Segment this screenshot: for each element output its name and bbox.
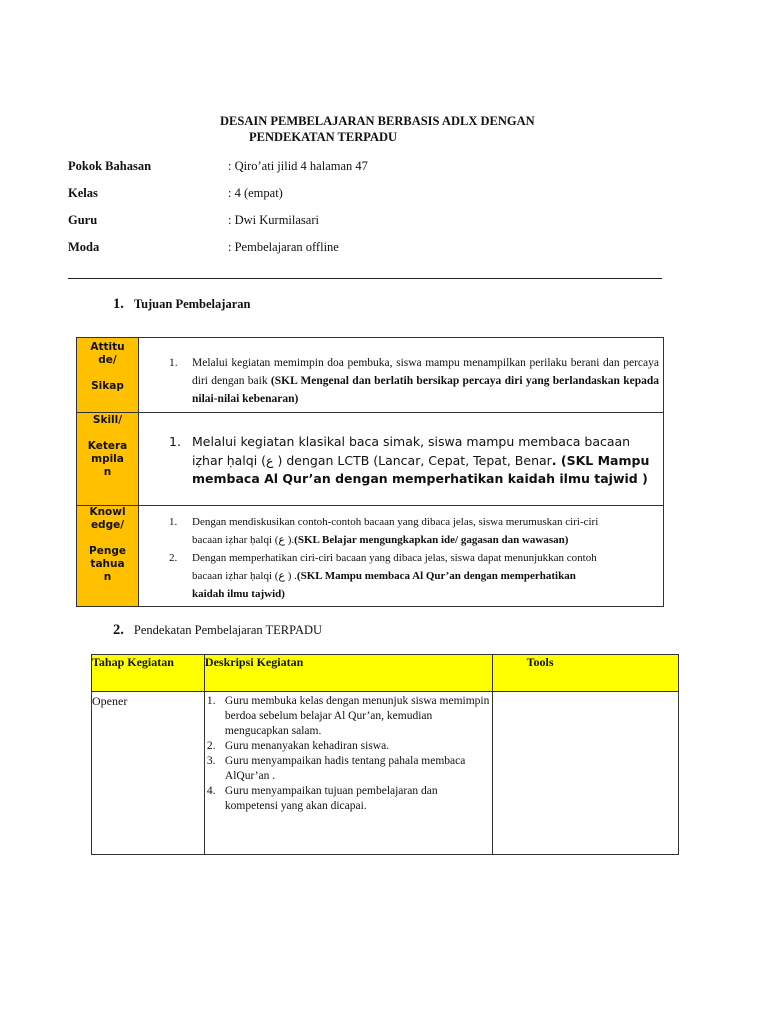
cell-tahap: Opener <box>92 692 205 855</box>
item-number: 1. <box>206 695 216 707</box>
item-number: 1. <box>169 516 178 528</box>
item-text-line-1: Dengan mendiskusikan contoh-contoh bacaan yang dibaca jelas, siswa merumuskan ciri-ciri <box>192 516 599 528</box>
item-skl-text: (SKL Belajar mengungkapkan ide/ gagasan dan wawasan) <box>294 534 569 546</box>
cell-deskripsi <box>204 692 492 855</box>
tujuan-row-skill <box>77 413 663 505</box>
section-title: Tujuan Pembelajaran <box>133 297 251 311</box>
item-skl-text: . (SKL Mampu <box>551 452 650 468</box>
item-text: Melalui kegiatan memimpin doa pembuka, siswa mampu menampilkan perilaku berani dan percaya diri dengan baik <box>192 357 659 387</box>
section-title: Pendekatan Pembelajaran TERPADU <box>133 623 323 637</box>
row-content-skill <box>139 413 663 505</box>
label-line: tahua <box>90 558 125 570</box>
tujuan-table <box>76 337 664 607</box>
label-line: Ketera <box>87 440 128 452</box>
label-line: mpila <box>91 453 124 465</box>
item-number: 2. <box>169 552 178 564</box>
label-line: Attitu <box>90 341 125 353</box>
item-skl-text-cont: membaca Al Qur’an dengan memperhatikan kaidah ilmu tajwid ) <box>192 471 648 486</box>
section-heading-tujuan <box>113 296 250 313</box>
item-text-line-1: Dengan memperhatikan ciri-ciri bacaan yang dibaca jelas, siswa dapat menunjukkan contoh <box>192 552 597 564</box>
title-line-2: PENDEKATAN TERPADU <box>249 130 398 144</box>
item-number: 4. <box>206 785 216 797</box>
meta-label: Moda <box>68 240 100 254</box>
item-text-line-2: bacaan iẓhar ḥalqi (ع ) . <box>192 570 297 582</box>
label-line: Knowl <box>89 506 126 518</box>
title-line-1: DESAIN PEMBELAJARAN BERBASIS ADLX DENGAN <box>220 114 535 128</box>
meta-label: Kelas <box>68 186 98 200</box>
column-header-tools: Tools <box>492 655 678 692</box>
table-header-row <box>92 655 679 692</box>
list-item <box>205 784 492 814</box>
item-text: Guru menyampaikan hadis tentang pahala membaca AlQur’an . <box>224 755 466 782</box>
meta-value: : 4 (empat) <box>228 186 283 200</box>
tujuan-row-sikap <box>77 338 663 412</box>
meta-value: : Qiro’ati jilid 4 halaman 47 <box>228 159 368 173</box>
cell-tools <box>492 692 678 855</box>
activity-list <box>205 694 492 814</box>
meta-row-moda <box>68 240 339 255</box>
item-text-line-1: Melalui kegiatan klasikal baca simak, siswa mampu membaca bacaan <box>192 434 631 449</box>
document-title <box>220 113 535 145</box>
label-line: n <box>103 571 112 583</box>
meta-label: Guru <box>68 213 98 227</box>
item-text: Guru menanyakan kehadiran siswa. <box>224 740 390 752</box>
meta-row-pokok-bahasan <box>68 159 368 174</box>
row-label-knowledge <box>77 506 139 606</box>
list-item <box>205 694 492 739</box>
item-number: 3. <box>206 755 216 767</box>
label-line: Skill/ <box>92 414 123 426</box>
meta-row-kelas <box>68 186 283 201</box>
item-number: 2. <box>206 740 216 752</box>
meta-label: Pokok Bahasan <box>68 159 152 173</box>
row-content-sikap <box>139 338 663 412</box>
item-number: 1. <box>169 434 181 449</box>
item-number: 1. <box>169 357 178 369</box>
meta-row-guru <box>68 213 319 228</box>
section-number: 1. <box>113 296 124 312</box>
row-label-skill <box>77 413 139 505</box>
meta-value: : Dwi Kurmilasari <box>228 213 319 227</box>
meta-value: : Pembelajaran offline <box>228 240 339 254</box>
column-header-tahap: Tahap Kegiatan <box>92 655 205 692</box>
item-text: Guru menyampaikan tujuan pembelajaran dan kompetensi yang akan dicapai. <box>224 785 438 812</box>
pendekatan-table <box>91 654 679 855</box>
row-content-knowledge <box>139 506 663 606</box>
item-text-line-2: iẓhar ḥalqi (ع ) dengan LCTB (Lancar, Cepat, Tepat, Benar <box>192 452 552 468</box>
section-heading-pendekatan <box>113 622 322 639</box>
tujuan-row-knowledge <box>77 506 663 606</box>
row-label-sikap <box>77 338 139 412</box>
list-item <box>205 754 492 784</box>
item-skl-text-cont: kaidah ilmu tajwid) <box>192 588 285 600</box>
section-number: 2. <box>113 622 124 638</box>
list-item <box>205 739 492 754</box>
label-line: n <box>103 466 112 478</box>
label-line: edge/ <box>90 519 125 531</box>
column-header-deskripsi: Deskripsi Kegiatan <box>204 655 492 692</box>
item-text: Guru membuka kelas dengan menunjuk siswa memimpin berdoa sebelum belajar Al Qur’an, kemudian mengucapkan salam. <box>224 695 490 737</box>
label-line: Sikap <box>91 380 124 392</box>
label-line: de/ <box>98 354 117 366</box>
item-skl-text: (SKL Mampu membaca Al Qur’an dengan memperhatikan <box>296 570 576 582</box>
label-line: Penge <box>89 545 126 557</box>
item-text-line-2: bacaan iẓhar ḥalqi (ع ). <box>192 534 295 546</box>
horizontal-divider <box>68 278 662 279</box>
item-skl-text: (SKL Mengenal dan berlatih bersikap percaya diri yang berlandaskan kepada nilai-nilai kebenaran) <box>192 375 659 405</box>
table-row <box>92 692 679 855</box>
